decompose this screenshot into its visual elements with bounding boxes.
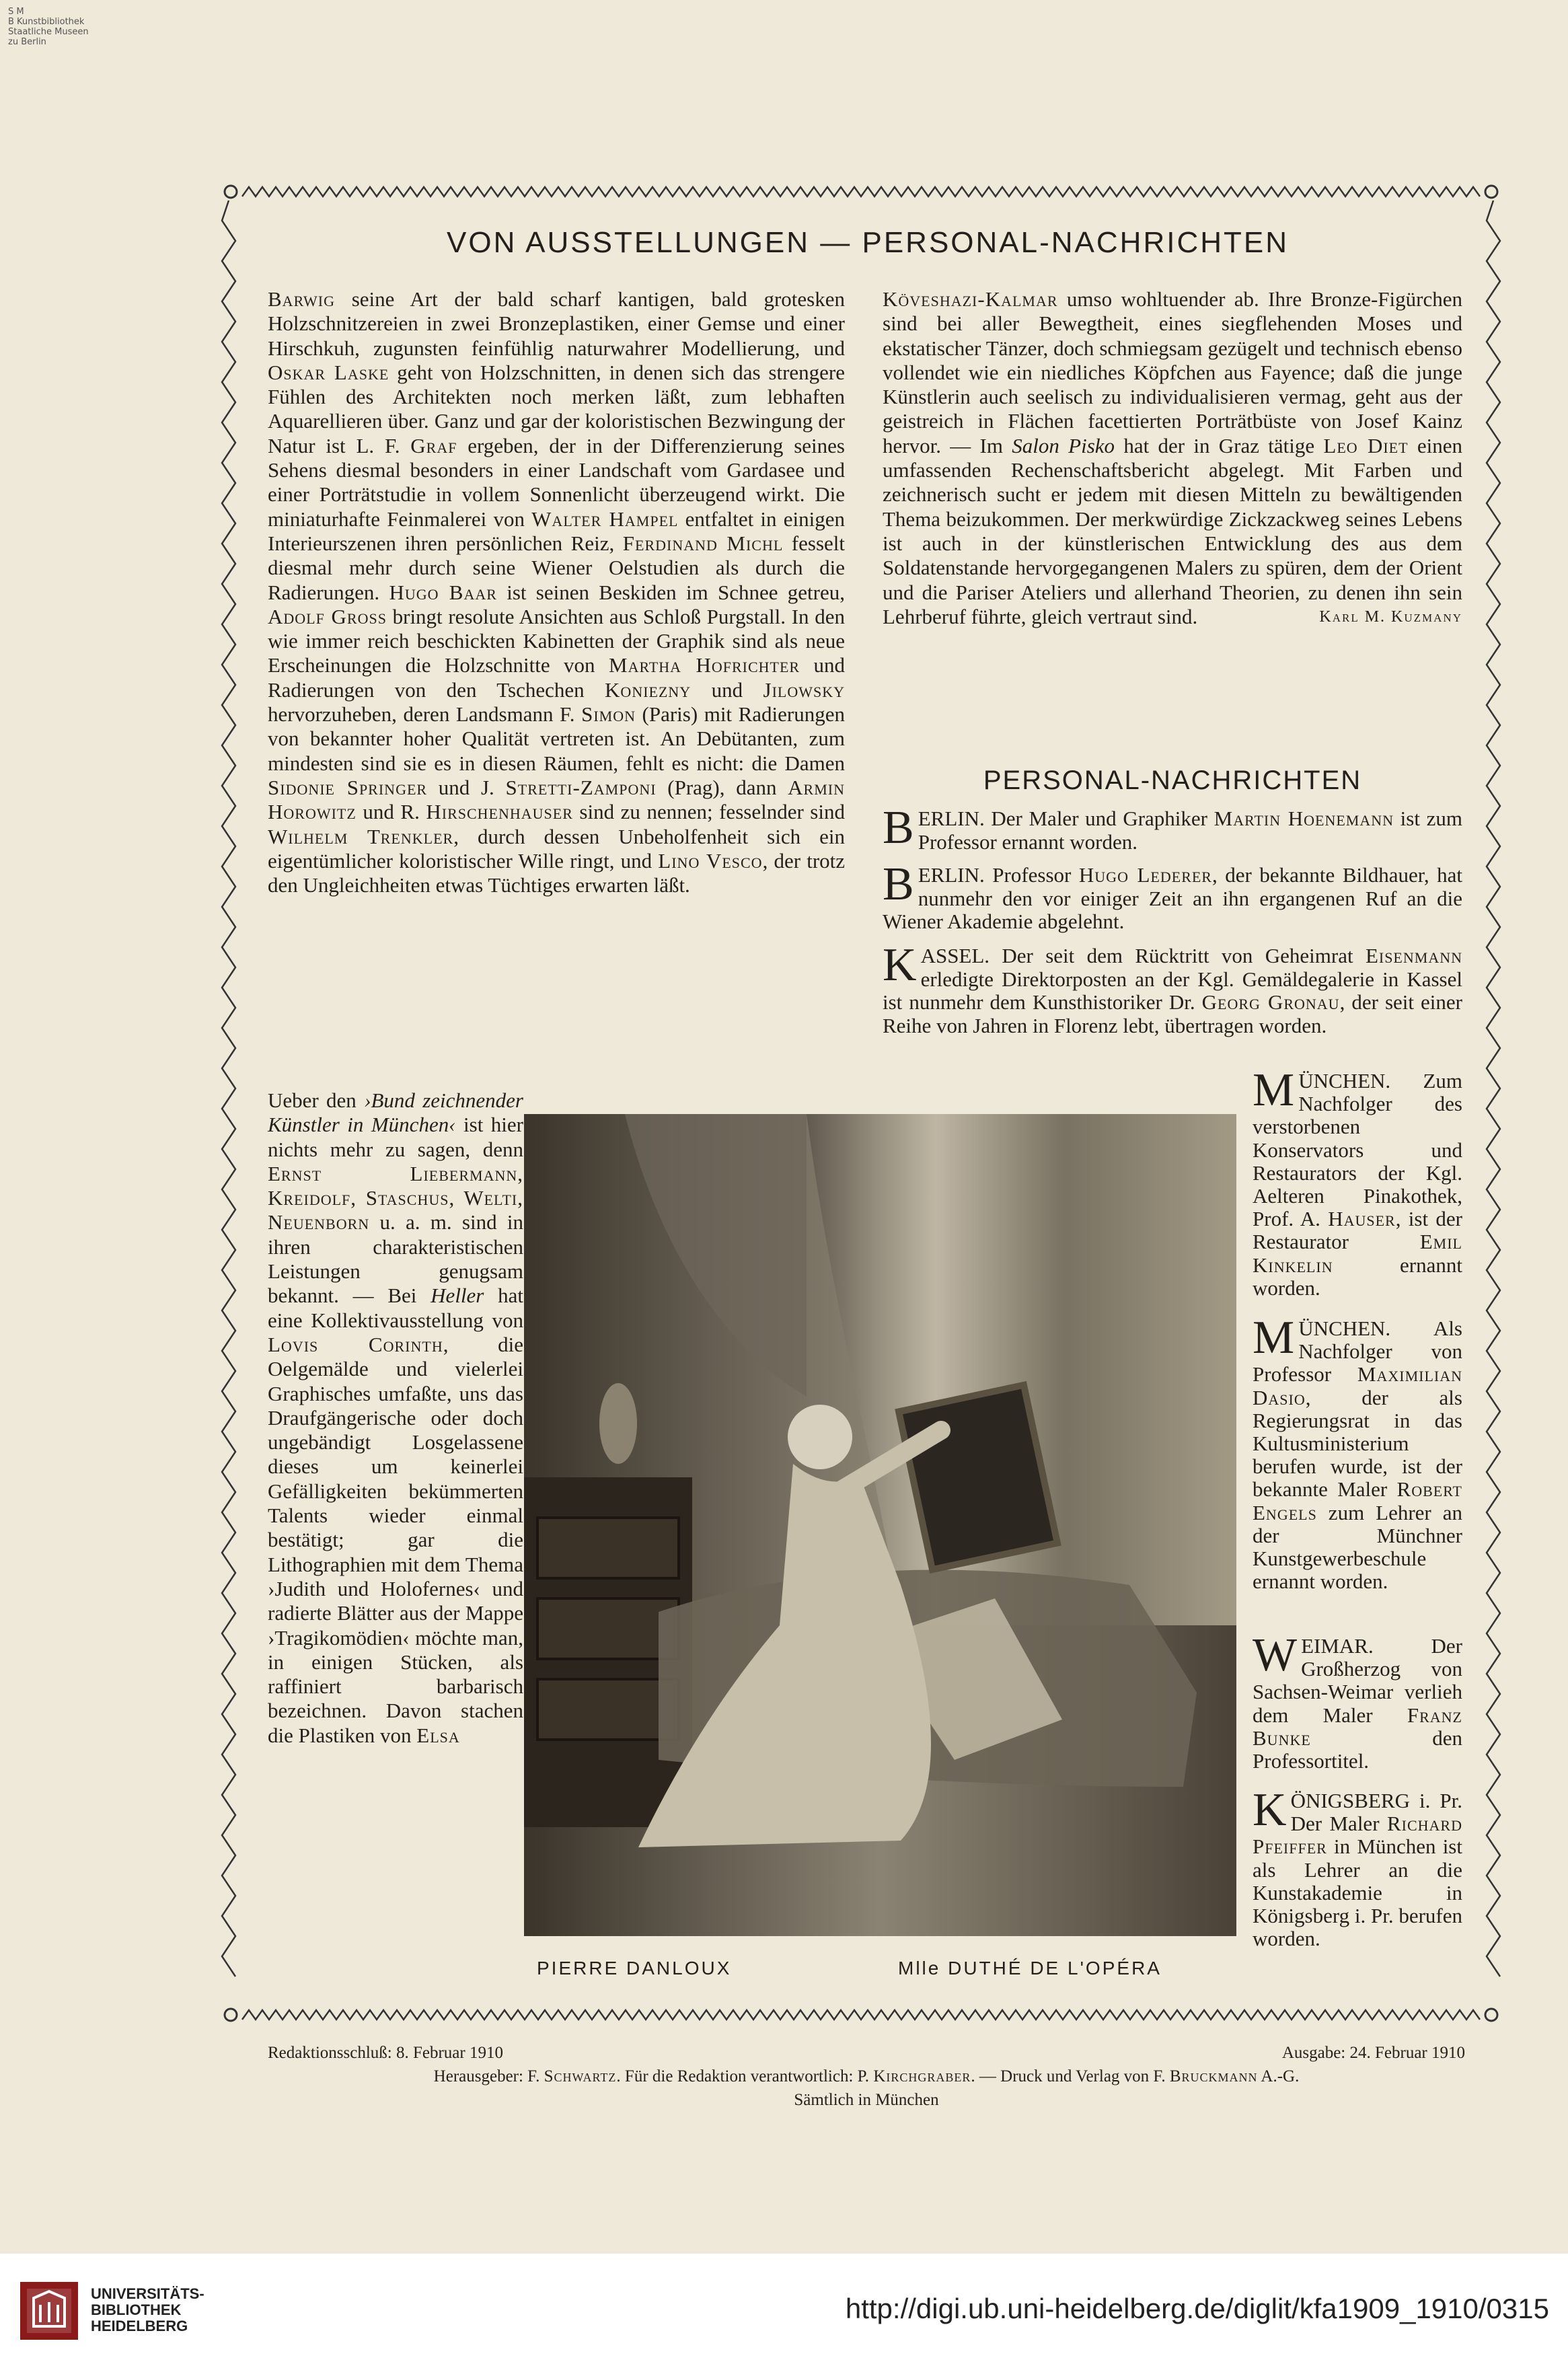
section-title: PERSONAL-NACHRICHTEN (983, 766, 1362, 795)
editorial-deadline: Redaktionsschluß: 8. Februar 1910 (268, 2044, 503, 2062)
colophon-place: Sämtlich in München (794, 2091, 939, 2109)
article-paragraph: Barwig seine Art der bald scharf kantigen, bald grotesken Holzschnitzereien in zwei Bronzeplastiken, einer Gemse und einer Hirschkuh, zugunsten feinfühlig naturwahrer Modellierung, und Oskar Laske geht von Holzschnitten, in denen sich das strengere Fühlen des Architekten noch merken läßt, zum lebhaften Aquarellieren über. Ganz und gar der koloristischen Bezwingung der Natur ist L. F. Graf ergeben, der in der Differenzierung seines Sehens diesmal besonders in einer Landschaft vom Gardasee und einer Porträtstudie in vollem Sonnenlicht überzeugend wirkt. Die miniaturhafte Feinmalerei von Walter Hampel entfaltet in einigen Interieurszenen ihren persönlichen Reiz, Ferdinand Michl fesselt diesmal mehr durch seine Wiener Oelstudien als durch die Radierungen. Hugo Baar ist seinen Beskiden im Schnee getreu, Adolf Gross bringt resolute Ansichten aus Schloß Purgstall. In den wie immer reich beschickten Kabinetten der Graphik sind als neue Erscheinungen die Holzschnitte von Martha Hofrichter und Radierungen von den Tschechen Koniezny und Jilowsky hervorzuheben, deren Landsmann F. Simon (Paris) mit Radierungen von bekannter hoher Qualität vertreten ist. An Debütanten, zum mindesten sind sie es in diesen Räumen, fehlt es nicht: die Damen Sidonie Springer und J. Stretti-Zamponi (Prag), dann Armin Horowitz und R. Hirschenhauser sind zu nennen; fesselnder sind Wilhelm Trenkler, durch dessen Unbeholfenheit sich ein eigentümlicher koloristischer Wille ringt, und Lino Vesco, der trotz den Ungleichheiten etwas Tüchtiges erwarten läßt. (268, 287, 846, 897)
stamp-line: B Kunstbibliothek (8, 17, 85, 27)
article-paragraph: Köveshazi-Kalmar umso wohltuender ab. Ihre Bronze-Figürchen sind bei aller Bewegtheit, eines siegflehenden Moses und ekstatischer Tänzer, doch schmiegsam gezügelt und technisch ebenso vollendet wie ein niedliches Köpfchen aus Fayence; daß die junge Künstlerin auch seelisch zu individualisieren vermag, geht aus der geistreich in Flächen facettierten Porträtbüste von Josef Kainz hervor. — Im Salon Pisko hat der in Graz tätige Leo Diet einen umfassenden Rechenschaftsbericht abgelegt. Mit Farben und zeichnerisch sucht er jedem mit diesen Mitteln zu bewältigenden Thema beizukommen. Der merkwürdige Zickzackweg seines Lebens ist auch in der künstlerischen Entwicklung des aus dem Soldatenstande hervorgegangenen Malers zu spüren, dem der Orient und die Pariser Ateliers und allerhand Theorien, zu denen ihn sein Lehrberuf führte, gleich vertraut sind. (883, 287, 1462, 628)
ornament-border-bottom (222, 2006, 1500, 2024)
news-item-berlin-1: BERLIN. Der Maler und Graphiker Martin Hoenemann ist zum Professor ernannt worden. (883, 802, 1462, 854)
colophon-dates (268, 2044, 1465, 2063)
library-name[interactable]: UNIVERSITÄTS- BIBLIOTHEK HEIDELBERG (91, 2285, 204, 2334)
library-stamp (8, 7, 89, 47)
page-header-title: VON AUSSTELLUNGEN — PERSONAL-NACHRICHTEN (447, 226, 1289, 259)
stamp-line: S M (8, 7, 24, 17)
news-item-muenchen-1: MÜNCHEN. Zum Nachfolger des verstorbenen Konservators und Restaurators der Kgl. Aelteren Pinakothek, Prof. A. Hauser, ist der Restaurator Emil Kinkelin ernannt worden. (1253, 1064, 1462, 1300)
article-paragraph: Ueber den ›Bund zeichnender Künstler in München‹ ist hier nichts mehr zu sagen, denn Ernst Liebermann, Kreidolf, Staschus, Welti, Neuenborn u. a. m. sind in ihren charakteristischen Leistungen genugsam bekannt. — Bei Heller hat eine Kollektivausstellung von Lovis Corinth, die Oelgemälde und vielerlei Graphisches umfaßte, uns das Draufgängerische oder doch ungebändigt Losgelassene dieses um keinerlei Gefälligkeiten bekümmerten Talents wieder einmal bestätigt; gar die Lithographien mit dem Thema ›Judith und Holofernes‹ und radierte Blätter aus der Mappe ›Tragikomödien‹ möchte man, in einigen Stücken, als raffiniert barbarisch bezeichnen. Davon stachen die Plastiken von Elsa (268, 1088, 523, 1747)
ornament-border-top (222, 183, 1500, 200)
figure-caption-title: Mlle DUTHÉ DE L'OPÉRA (898, 1958, 1162, 1979)
news-item-koenigsberg: KÖNIGSBERG i. Pr. Der Maler Richard Pfeiffer in München ist als Lehrer an die Kunstakademie in Königsberg i. Pr. berufen worden. (1253, 1784, 1462, 1951)
news-item-muenchen-2: MÜNCHEN. Als Nachfolger von Professor Maximilian Dasio, der als Regierungsrat in das Kultusministerium berufen wurde, ist der bekannte Maler Robert Engels zum Lehrer an der Münchner Kunstgewerbeschule ernannt worden. (1253, 1312, 1462, 1594)
library-logo-icon[interactable] (20, 2282, 78, 2340)
figure-caption-artist: PIERRE DANLOUX (537, 1958, 732, 1979)
permalink-url[interactable] (846, 2293, 1549, 2325)
permalink-link[interactable]: http://digi.ub.uni-heidelberg.de/diglit/kfa1909_1910/0315 (845, 2293, 1549, 2324)
colophon-publisher: Herausgeber: F. Schwartz. Für die Redaktion verantwortlich: P. Kirchgraber. — Druck und Verlag von F. Bruckmann A.-G. (433, 2067, 1300, 2085)
stamp-line: Staatliche Museen (8, 27, 89, 37)
ornament-border-left (215, 200, 242, 1990)
left-narrow-column (268, 1068, 523, 1769)
news-item-berlin-2: BERLIN. Professor Hugo Lederer, der bekannte Bildhauer, hat nunmehr den vor einiger Zeit an ihn ergangenen Ruf an die Wiener Akademie abgelehnt. (883, 858, 1462, 933)
news-item-weimar: WEIMAR. Der Großherzog von Sachsen-Weimar verlieh dem Maler Franz Bunke den Professortitel. (1253, 1629, 1462, 1773)
right-column (883, 287, 1462, 629)
painting-reproduction (524, 1114, 1236, 1936)
author-signature: Karl M. Kuzmany (1319, 608, 1462, 626)
issue-date: Ausgabe: 24. Februar 1910 (1281, 2044, 1465, 2062)
news-item-kassel: KASSEL. Der seit dem Rücktritt von Geheimrat Eisenmann erledigte Direktorposten an der Kgl. Gemäldegalerie in Kassel ist nunmehr dem Kunsthistoriker Dr. Georg Gronau, der seit einer Reihe von Jahren in Florenz lebt, übertragen worden. (883, 939, 1462, 1037)
stamp-line: zu Berlin (8, 37, 46, 47)
ornament-border-right (1480, 200, 1507, 1990)
left-column (268, 287, 845, 897)
